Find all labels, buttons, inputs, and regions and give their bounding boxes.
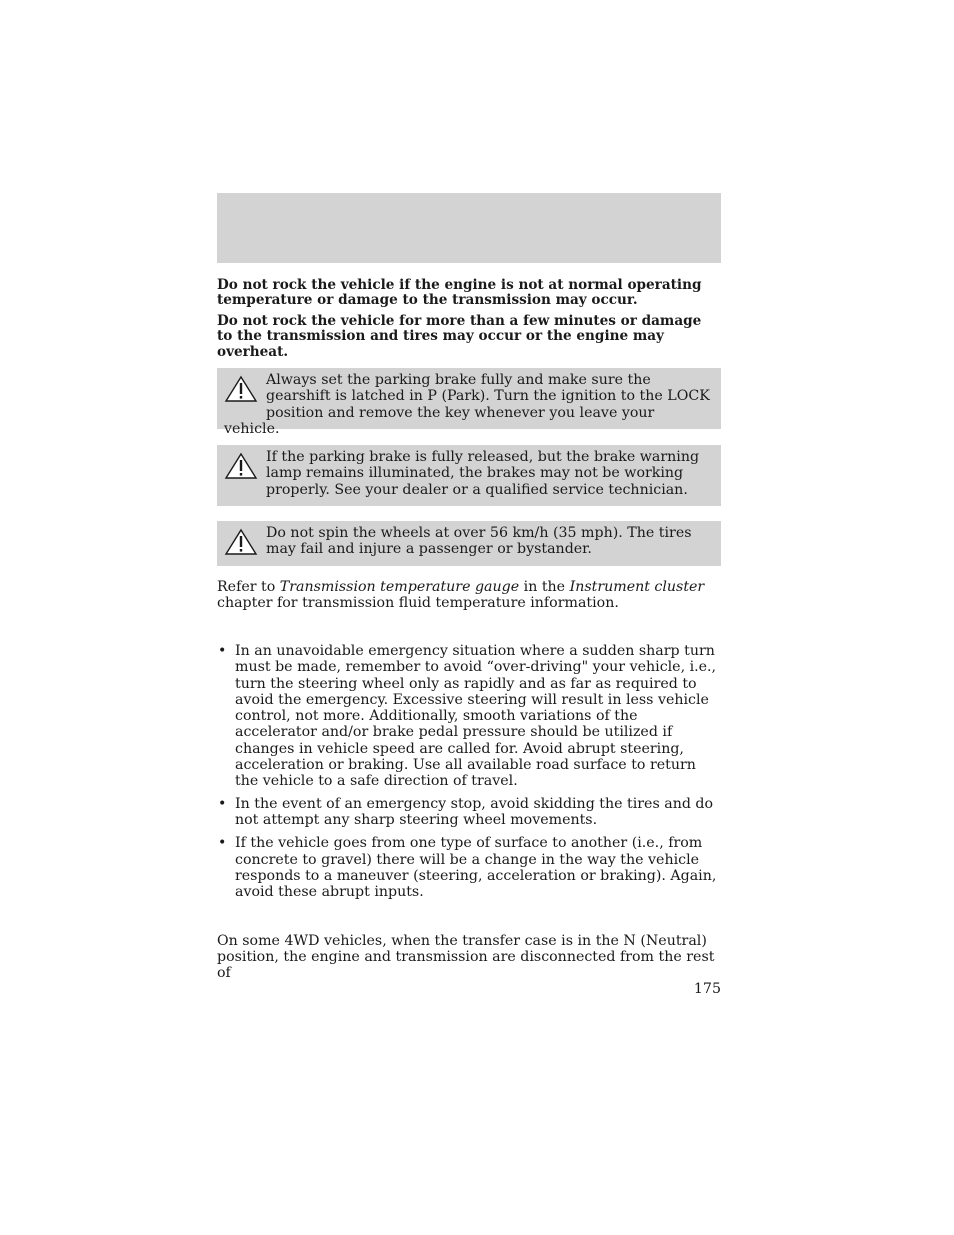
refer-transmission-gauge: Transmission temperature gauge <box>279 579 520 595</box>
refer-instrument-cluster: Instrument cluster <box>569 579 705 595</box>
refer-prefix: Refer to <box>217 579 280 595</box>
neutral-towing-paragraph: On some 4WD vehicles, when the transfer case is in the N (Neutral) position, the engine and transmission are disconnected from the rest of <box>217 933 715 981</box>
bullet-icon: • <box>218 835 227 852</box>
caution-engine-temperature: Do not rock the vehicle if the engine is not at normal operating temperature or damage to the transmission may occur. <box>217 277 702 309</box>
refer-suffix: chapter for transmission fluid temperature information. <box>217 595 619 611</box>
warning-text: If the parking brake is fully released, but the brake warning lamp remains illuminated, the brakes may not be working properly. See your dealer or a qualified service technician. <box>266 449 700 498</box>
list-item: • If the vehicle goes from one type of surface to another (i.e., from concrete to gravel) there will be a change in the way the vehicle responds to a maneuver (steering, acceleration or braking). Again, avoid these abrupt inputs. <box>218 835 717 901</box>
warning-text: Always set the parking brake fully and make sure the gearshift is latched in P (Park). Turn the ignition to the LOCK position and remove the key whenever you leave your vehicle. <box>224 372 710 438</box>
list-item: • In the event of an emergency stop, avoid skidding the tires and do not attempt any sharp steering wheel movements. <box>218 796 714 829</box>
warning-box-parking <box>217 368 721 438</box>
warning-triangle-icon <box>224 528 258 558</box>
caution-rocking-duration: Do not rock the vehicle for more than a few minutes or damage to the transmission and tires may occur or the engine may overheat. <box>217 313 702 360</box>
warning-triangle-icon <box>224 452 258 482</box>
warning-box-brake-lamp <box>217 445 721 506</box>
warning-text: Do not spin the wheels at over 56 km/h (35 mph). The tires may fail and injure a passenger or bystander. <box>266 525 692 558</box>
warning-box-wheel-spin <box>217 521 721 566</box>
bullet-icon: • <box>218 643 227 659</box>
list-item: • In an unavoidable emergency situation where a sudden sharp turn must be made, remember to avoid “over-driving" your vehicle, i.e., turn the steering wheel only as rapidly and as far as required to avoid the emergency. Excessive steering will result in less vehicle control, not more. Additionally, smooth variations of the accelerator and/or brake pedal pressure should be utilized if changes in vehicle speed are called for. Avoid abrupt steering, acceleration or braking. Use all available road surface to return the vehicle to a safe direction of travel. <box>218 643 717 790</box>
page-number: 175 <box>693 981 721 997</box>
refer-middle: in the <box>519 579 570 595</box>
driving-tips-list <box>217 643 721 907</box>
bullet-icon: • <box>218 796 227 813</box>
section-header-bar <box>217 193 721 263</box>
warning-triangle-icon <box>224 375 258 405</box>
refer-paragraph <box>217 579 721 611</box>
